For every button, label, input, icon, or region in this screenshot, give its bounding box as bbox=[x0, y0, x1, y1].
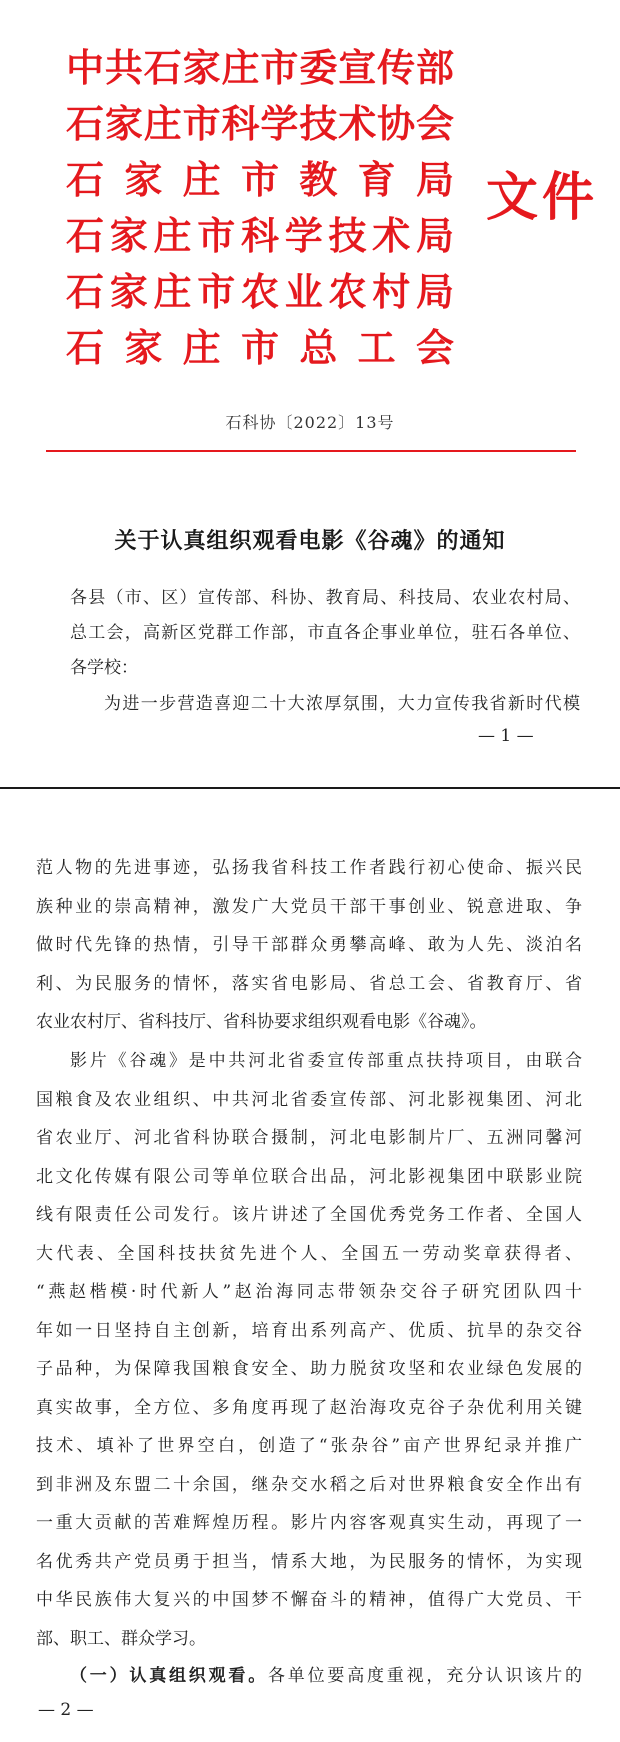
paragraph-3 bbox=[36, 1657, 582, 1696]
recipients-line: 各县（市、区）宣传部、科协、教育局、科技局、农业农村局、 bbox=[70, 588, 580, 608]
opening-paragraph bbox=[104, 687, 580, 722]
body-line: 一重大贡献的苦难辉煌历程。影片内容客观真实生动，再现了一 bbox=[36, 1513, 582, 1533]
body-line: 技术、填补了世界空白，创造了“张杂谷”亩产世界纪录并推广 bbox=[36, 1436, 582, 1456]
org-name: 石家庄市教育局 bbox=[66, 158, 454, 202]
issuing-organizations bbox=[66, 40, 466, 376]
body-line: 子品种，为保障我国粮食安全、助力脱贫攻坚和农业绿色发展的 bbox=[36, 1359, 582, 1379]
body-text: 各单位要高度重视，充分认识该片的 bbox=[268, 1666, 582, 1686]
body-line: 省农业厅、河北省科协联合摄制，河北电影制片厂、五洲同馨河 bbox=[36, 1128, 582, 1148]
paragraph-1 bbox=[36, 849, 582, 1042]
body-line: 部、职工、群众学习。 bbox=[36, 1628, 206, 1649]
org-name: 石家庄市总工会 bbox=[66, 326, 454, 370]
recipients-line: 总工会，高新区党群工作部，市直各企事业单位，驻石各单位、 bbox=[70, 623, 580, 643]
document-suffix: 文件 bbox=[486, 168, 599, 228]
recipients-line: 各学校： bbox=[70, 658, 138, 678]
page-number: — 1 — bbox=[478, 726, 534, 746]
org-name: 石家庄市科学技术局 bbox=[66, 214, 454, 258]
recipients bbox=[70, 581, 580, 686]
body-line: 线有限责任公司发行。该片讲述了全国优秀党务工作者、全国人 bbox=[36, 1205, 582, 1225]
body-line: 农业农村厅、省科技厅、省科协要求组织观看电影《谷魂》。 bbox=[36, 1012, 487, 1032]
body-line: 做时代先锋的热情，引导干部群众勇攀高峰、敢为人先、淡泊名 bbox=[36, 935, 582, 955]
body-line: 族种业的崇高精神，激发广大党员干部干事创业、锐意进取、争 bbox=[36, 896, 582, 917]
paragraph-2 bbox=[36, 1042, 582, 1658]
body-line: “燕赵楷模·时代新人”赵治海同志带领杂交谷子研究团队四十 bbox=[36, 1282, 582, 1302]
body-line: 中华民族伟大复兴的中国梦不懈奋斗的精神，值得广大党员、干 bbox=[36, 1590, 582, 1610]
body-line: 年如一日坚持自主创新，培育出系列高产、优质、抗旱的杂交谷 bbox=[36, 1320, 582, 1341]
body-line bbox=[36, 1657, 582, 1696]
org-name: 石家庄市农业农村局 bbox=[66, 270, 454, 314]
org-name: 石家庄市科学技术协会 bbox=[66, 102, 454, 146]
body-line: 为进一步营造喜迎二十大浓厚氛围，大力宣传我省新时代模 bbox=[104, 694, 580, 714]
page-divider bbox=[0, 787, 620, 789]
document-number: 石科协〔2022〕13号 bbox=[225, 413, 395, 432]
page-1 bbox=[0, 0, 620, 780]
body-line: 大代表、全国科技扶贫先进个人、全国五一劳动奖章获得者、 bbox=[36, 1243, 582, 1264]
body-line: 真实故事，全方位、多角度再现了赵治海攻克谷子杂优利用关键 bbox=[36, 1397, 582, 1418]
body-line: 范人物的先进事迹，弘扬我省科技工作者践行初心使命、振兴民 bbox=[36, 858, 582, 878]
section-heading: （一）认真组织观看。 bbox=[70, 1666, 268, 1686]
body-line: 国粮食及农业组织、中共河北省委宣传部、河北影视集团、河北 bbox=[36, 1089, 582, 1110]
page-number: — 2 — bbox=[38, 1700, 94, 1720]
body-line: 名优秀共产党员勇于担当，情系大地，为民服务的情怀，为实现 bbox=[36, 1551, 582, 1572]
body-line: 北文化传媒有限公司等单位联合出品，河北影视集团中联影业院 bbox=[36, 1166, 582, 1187]
org-name: 中共石家庄市委宣传部 bbox=[66, 46, 454, 90]
body-line: 利、为民服务的情怀，落实省电影局、省总工会、省教育厅、省 bbox=[36, 973, 582, 994]
body-line: 到非洲及东盟二十余国，继杂交水稻之后对世界粮食安全作出有 bbox=[36, 1474, 582, 1495]
body-line: 影片《谷魂》是中共河北省委宣传部重点扶持项目，由联合 bbox=[70, 1051, 582, 1071]
red-separator-line bbox=[46, 450, 576, 452]
document-title: 关于认真组织观看电影《谷魂》的通知 bbox=[114, 528, 506, 554]
